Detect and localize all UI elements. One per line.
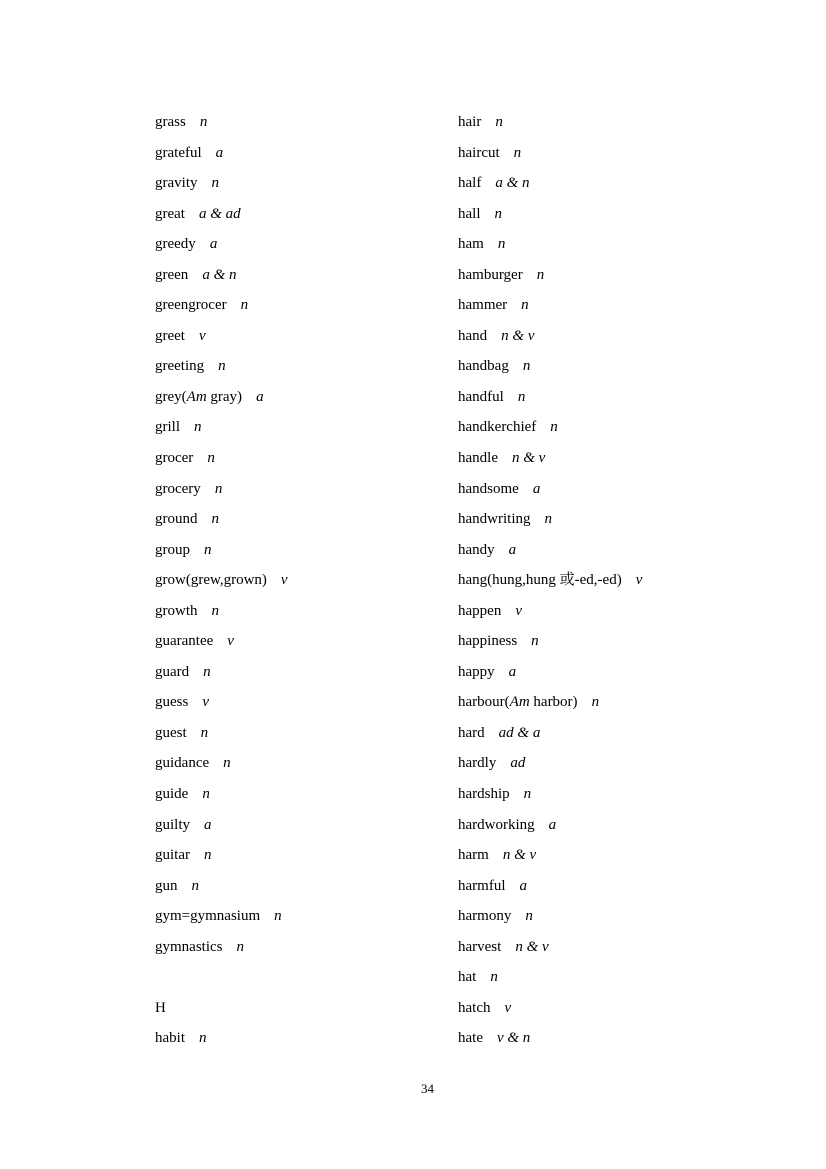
- entry-pos: n: [531, 633, 539, 650]
- entry-word: habit: [155, 1030, 185, 1047]
- entry-pos: v: [280, 572, 288, 589]
- entry-pos: v: [198, 327, 206, 344]
- entry-word: grateful: [155, 144, 202, 161]
- entry-word: gun: [155, 877, 178, 894]
- entry-word: hall: [458, 205, 481, 222]
- entry-pos: n: [495, 114, 503, 130]
- word-entry: [155, 443, 455, 474]
- word-entry: [155, 748, 455, 779]
- word-entry: [458, 626, 798, 657]
- entry-pos: a: [519, 877, 527, 894]
- entry-pos: a & ad: [198, 205, 241, 222]
- word-entry: [458, 596, 798, 627]
- entry-pos: n: [536, 266, 545, 283]
- entry-pos: a: [215, 144, 224, 161]
- entry-word: handle: [458, 450, 498, 467]
- word-entry: [155, 932, 455, 963]
- word-entry: [155, 474, 455, 505]
- entry-pos: ad & a: [498, 724, 541, 741]
- entry-word: gymnastics: [155, 938, 223, 955]
- word-entry: [458, 779, 798, 810]
- entry-word: grow(grew,grown): [155, 572, 267, 589]
- word-entry: [458, 168, 798, 199]
- word-entry: [458, 871, 798, 902]
- entry-pos: n: [521, 297, 529, 314]
- entry-pos: n: [200, 724, 209, 741]
- entry-pos: n: [204, 847, 212, 864]
- entry-word: hand: [458, 327, 488, 344]
- word-entry: [458, 687, 798, 718]
- word-entry: [155, 1023, 455, 1054]
- entry-word: happy: [458, 663, 495, 680]
- entry-pos: n: [199, 114, 208, 130]
- entry-word: happiness: [458, 633, 518, 650]
- entry-pos: n: [523, 786, 532, 803]
- variant-label: Am: [186, 388, 207, 405]
- entry-word: hair: [458, 114, 482, 130]
- entry-pos: n & v: [515, 938, 549, 955]
- word-entry: [155, 718, 455, 749]
- entry-word: harm: [458, 847, 489, 864]
- entry-pos: n & v: [502, 847, 537, 864]
- entry-pos: n: [191, 877, 199, 894]
- entry-pos: n: [223, 755, 231, 772]
- entry-word: group: [155, 541, 190, 558]
- word-entry: [155, 351, 455, 382]
- entry-pos: n: [202, 786, 210, 803]
- word-entry: [155, 810, 455, 841]
- word-entry: [458, 504, 798, 535]
- word-entry: [155, 687, 455, 718]
- word-entry: [155, 840, 455, 871]
- entry-word: grill: [155, 419, 180, 436]
- entry-pos: n & v: [511, 450, 546, 467]
- entry-word: haircut: [458, 144, 500, 161]
- word-entry: [458, 535, 798, 566]
- word-entry: [155, 168, 455, 199]
- word-entry: [458, 1023, 798, 1054]
- entry-pos: n: [490, 969, 498, 986]
- entry-word: guitar: [155, 847, 190, 864]
- entry-word: handy: [458, 541, 495, 558]
- entry-word: gravity: [155, 175, 198, 192]
- entry-word: guess: [155, 694, 189, 711]
- word-entry: [458, 748, 798, 779]
- word-entry: [155, 535, 455, 566]
- entry-word: guide: [155, 786, 189, 803]
- word-entry: [155, 260, 455, 291]
- entry-word: guard: [155, 663, 190, 680]
- word-entry: [458, 474, 798, 505]
- entry-pos: a: [508, 541, 517, 558]
- entry-pos: n: [214, 480, 223, 497]
- entry-pos: a & n: [202, 266, 237, 283]
- entry-word: grocery: [155, 480, 201, 497]
- entry-word: greengrocer: [155, 297, 227, 314]
- word-entry: [155, 290, 455, 321]
- word-entry: [155, 229, 455, 260]
- variant-label: Am: [509, 694, 530, 711]
- entry-word: hardworking: [458, 816, 535, 833]
- word-entry: [458, 351, 798, 382]
- entry-pos: n: [494, 205, 502, 222]
- entry-word: half: [458, 175, 482, 192]
- word-entry: [155, 107, 455, 138]
- entry-pos: n & v: [501, 327, 535, 344]
- word-entry: [155, 626, 455, 657]
- word-entry: [458, 229, 798, 260]
- entry-word: harvest: [458, 938, 502, 955]
- word-entry: [458, 412, 798, 443]
- word-entry: [458, 932, 798, 963]
- entry-pos: v: [227, 633, 234, 650]
- entry-pos: v & n: [496, 1030, 531, 1047]
- entry-pos: n: [207, 450, 215, 467]
- entry-pos: n: [204, 541, 212, 558]
- entry-word: handsome: [458, 480, 519, 497]
- section-header: [155, 993, 455, 1024]
- entry-word: hardly: [458, 755, 497, 772]
- entry-pos: n: [240, 297, 249, 314]
- entry-word: grey(Am gray): [155, 388, 243, 405]
- entry-word: harmony: [458, 908, 512, 925]
- word-entry: [458, 901, 798, 932]
- word-entry: [155, 565, 455, 596]
- entry-pos: n: [211, 511, 219, 528]
- word-entry: [155, 871, 455, 902]
- entry-pos: v: [515, 602, 522, 619]
- entry-word: handkerchief: [458, 419, 537, 436]
- word-entry: [458, 382, 798, 413]
- section-letter: H: [155, 999, 166, 1016]
- word-entry: [458, 993, 798, 1024]
- entry-pos: v: [504, 999, 512, 1016]
- word-entry: [458, 443, 798, 474]
- entry-word: ham: [458, 236, 484, 253]
- entry-word: grass: [155, 114, 186, 130]
- word-entry: [458, 810, 798, 841]
- entry-word: handful: [458, 388, 504, 405]
- entry-pos: n: [522, 358, 531, 375]
- entry-word: grocer: [155, 450, 194, 467]
- entry-word: hardship: [458, 786, 510, 803]
- entry-word: great: [155, 205, 185, 222]
- word-entry: [155, 779, 455, 810]
- word-entry: [458, 962, 798, 993]
- entry-pos: n: [203, 663, 211, 680]
- entry-word: harmful: [458, 877, 506, 894]
- entry-word: gym=gymnasium: [155, 908, 261, 925]
- entry-word: handwriting: [458, 511, 531, 528]
- word-entry: [458, 718, 798, 749]
- entry-word: guarantee: [155, 633, 214, 650]
- entry-word: greeting: [155, 358, 205, 375]
- entry-pos: n: [544, 511, 552, 528]
- entry-pos: n: [497, 236, 506, 253]
- entry-word: greedy: [155, 236, 196, 253]
- entry-word: hatch: [458, 999, 491, 1016]
- word-entry: [458, 260, 798, 291]
- word-entry: [155, 657, 455, 688]
- word-entry: [155, 382, 455, 413]
- entry-word: happen: [458, 602, 502, 619]
- word-entry: [458, 138, 798, 169]
- entry-word: guilty: [155, 816, 191, 833]
- entry-pos: n: [236, 938, 244, 955]
- word-entry: [458, 290, 798, 321]
- entry-word: handbag: [458, 358, 509, 375]
- entry-pos: n: [591, 694, 600, 711]
- entry-word: hat: [458, 969, 477, 986]
- entry-word: harbour(Am harbor): [458, 694, 578, 711]
- word-entry: [155, 596, 455, 627]
- entry-pos: n: [211, 602, 219, 619]
- entry-pos: n: [525, 908, 533, 925]
- entry-pos: n: [274, 908, 282, 925]
- entry-word: ground: [155, 511, 198, 528]
- page-number: 34: [421, 1081, 434, 1096]
- blank-line: [155, 962, 455, 993]
- entry-word: hang(hung,hung 或-ed,-ed): [458, 572, 622, 589]
- entry-pos: v: [202, 694, 210, 711]
- word-entry: [155, 199, 455, 230]
- entry-word: guest: [155, 724, 187, 741]
- entry-pos: a: [548, 816, 557, 833]
- entry-pos: a: [508, 663, 517, 680]
- entry-pos: v: [635, 572, 643, 589]
- word-entry: [458, 565, 798, 596]
- vocabulary-column-left: [155, 107, 455, 1054]
- entry-word: hammer: [458, 297, 508, 314]
- vocabulary-column-right: [458, 107, 798, 1054]
- word-entry: [155, 901, 455, 932]
- word-entry: [458, 321, 798, 352]
- word-entry: [155, 504, 455, 535]
- word-entry: [458, 107, 798, 138]
- entry-word: hard: [458, 724, 485, 741]
- entry-pos: n: [517, 388, 526, 405]
- entry-pos: n: [513, 144, 522, 161]
- entry-word: growth: [155, 602, 198, 619]
- entry-pos: n: [199, 1030, 207, 1047]
- word-entry: [155, 321, 455, 352]
- entry-word: hate: [458, 1030, 483, 1047]
- entry-pos: a: [204, 816, 212, 833]
- entry-pos: a: [532, 480, 541, 497]
- entry-pos: a: [209, 236, 218, 253]
- word-entry: [458, 199, 798, 230]
- entry-pos: a & n: [495, 175, 530, 192]
- entry-word: greet: [155, 327, 185, 344]
- word-entry: [458, 657, 798, 688]
- entry-word: green: [155, 266, 189, 283]
- entry-word: hamburger: [458, 266, 523, 283]
- word-entry: [155, 138, 455, 169]
- entry-pos: n: [218, 358, 226, 375]
- entry-pos: n: [211, 175, 219, 192]
- entry-pos: n: [550, 419, 558, 436]
- word-entry: [458, 840, 798, 871]
- entry-pos: ad: [510, 755, 526, 772]
- word-entry: [155, 412, 455, 443]
- entry-pos: n: [194, 419, 202, 436]
- entry-word: guidance: [155, 755, 210, 772]
- entry-pos: a: [256, 388, 264, 405]
